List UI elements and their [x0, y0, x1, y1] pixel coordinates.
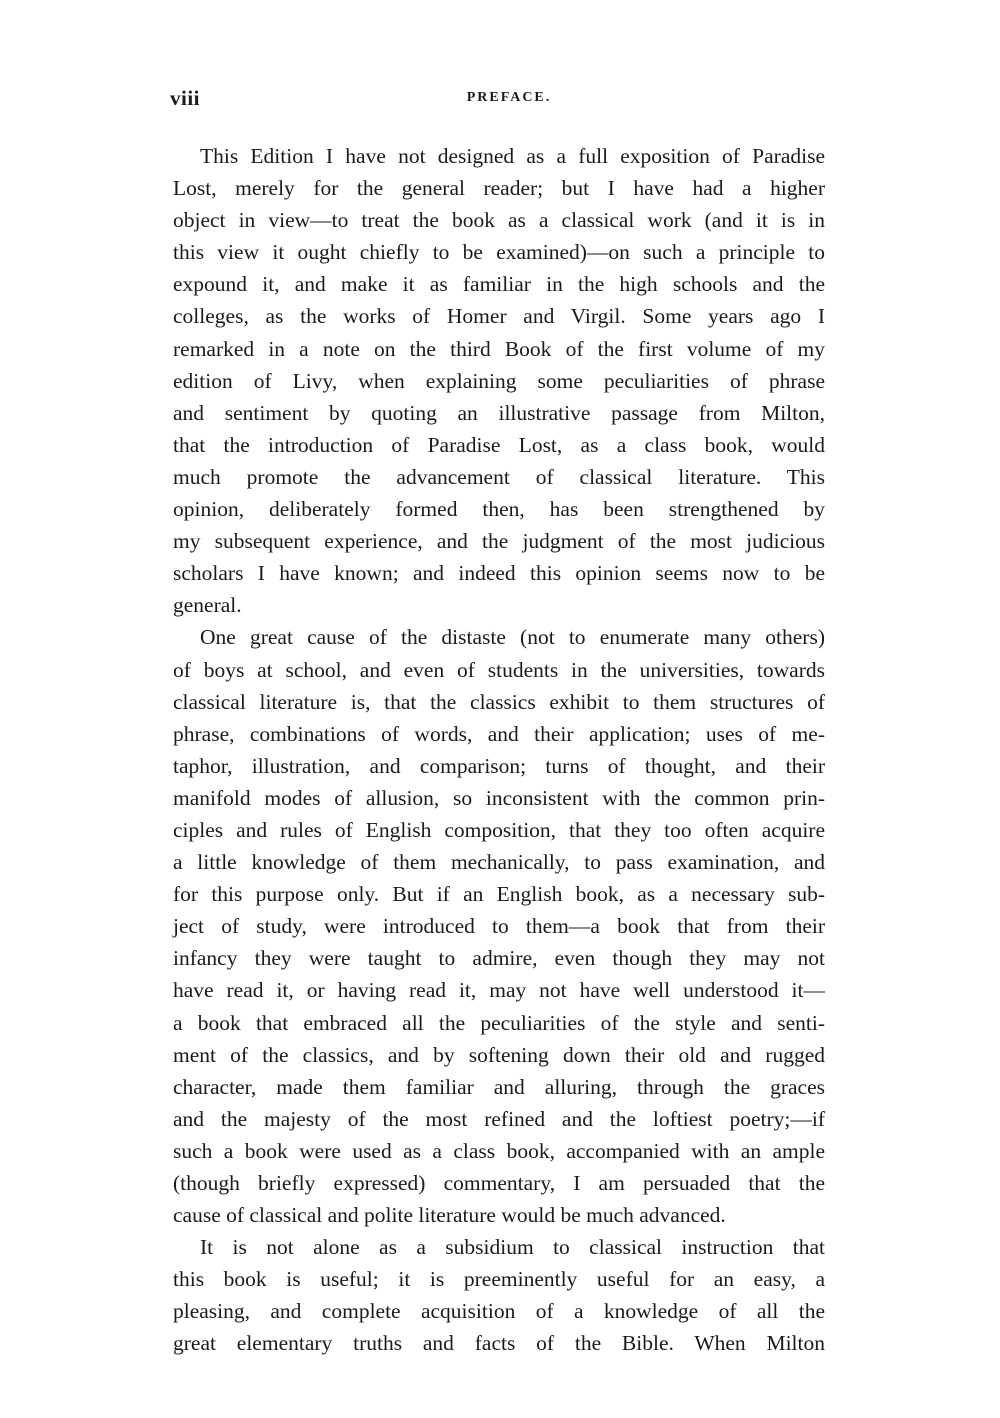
- text-line: opinion, deliberately formed then, has been strengthened by: [173, 497, 825, 522]
- text-line: colleges, as the works of Homer and Virgil. Some years ago I: [173, 304, 825, 329]
- text-line: manifold modes of allusion, so inconsistent with the common prin-: [173, 785, 825, 810]
- text-line: phrase, combinations of words, and their application; uses of me-: [173, 721, 825, 746]
- text-line: general.: [173, 593, 242, 618]
- text-line: infancy they were taught to admire, even though they may not: [173, 946, 825, 971]
- paragraph: [173, 140, 825, 621]
- text-line: taphor, illustration, and comparison; turns of thought, and their: [173, 753, 825, 778]
- text-line: cause of classical and polite literature would be much advanced.: [173, 1203, 726, 1228]
- page-number: viii: [170, 86, 201, 110]
- text-line: ject of study, were introduced to them—a book that from their: [173, 914, 825, 939]
- text-line: and sentiment by quoting an illustrative passage from Milton,: [173, 400, 825, 425]
- text-line: ciples and rules of English composition, that they too often acquire: [173, 817, 825, 842]
- text-line: a book that embraced all the peculiarities of the style and senti-: [173, 1010, 825, 1035]
- paragraph: [173, 621, 825, 1231]
- text-line: character, made them familiar and alluring, through the graces: [173, 1074, 825, 1099]
- text-line: great elementary truths and facts of the Bible. When Milton: [173, 1331, 825, 1356]
- text-line: this view it ought chiefly to be examined)—on such a principle to: [173, 240, 825, 265]
- body-text: [173, 140, 825, 1360]
- text-line: pleasing, and complete acquisition of a knowledge of all the: [173, 1299, 825, 1324]
- text-line: scholars I have known; and indeed this opinion seems now to be: [173, 561, 825, 586]
- text-line: such a book were used as a class book, accompanied with an ample: [173, 1138, 825, 1163]
- running-head: [170, 80, 825, 120]
- text-line: of boys at school, and even of students in the universities, towards: [173, 657, 825, 682]
- text-line: and the majesty of the most refined and the loftiest poetry;—if: [173, 1106, 825, 1131]
- text-line: Lost, merely for the general reader; but I have had a higher: [173, 176, 825, 201]
- running-title: PREFACE.: [466, 90, 552, 105]
- text-line: this book is useful; it is preeminently useful for an easy, a: [173, 1267, 825, 1292]
- text-line: that the introduction of Paradise Lost, as a class book, would: [173, 432, 825, 457]
- text-line: classical literature is, that the classics exhibit to them structures of: [173, 689, 825, 714]
- text-line: expound it, and make it as familiar in the high schools and the: [173, 272, 825, 297]
- text-line: a little knowledge of them mechanically, to pass examination, and: [173, 850, 825, 875]
- text-line: This Edition I have not designed as a full exposition of Paradise: [200, 144, 825, 168]
- book-page: [170, 80, 825, 1360]
- text-line: (though briefly expressed) commentary, I am persuaded that the: [173, 1171, 825, 1195]
- text-line: It is not alone as a subsidium to classical instruction that: [200, 1235, 825, 1260]
- text-line: object in view—to treat the book as a classical work (and it is in: [173, 208, 825, 233]
- text-line: my subsequent experience, and the judgment of the most judicious: [173, 529, 825, 554]
- text-line: much promote the advancement of classical literature. This: [173, 464, 825, 489]
- text-line: for this purpose only. But if an English book, as a necessary sub-: [173, 882, 825, 907]
- paragraph: [173, 1231, 825, 1359]
- text-line: have read it, or having read it, may not have well understood it—: [173, 978, 825, 1003]
- text-line: remarked in a note on the third Book of the first volume of my: [173, 336, 825, 361]
- text-line: One great cause of the distaste (not to enumerate many others): [200, 625, 825, 650]
- text-line: ment of the classics, and by softening down their old and rugged: [173, 1042, 825, 1067]
- text-line: edition of Livy, when explaining some peculiarities of phrase: [173, 368, 825, 393]
